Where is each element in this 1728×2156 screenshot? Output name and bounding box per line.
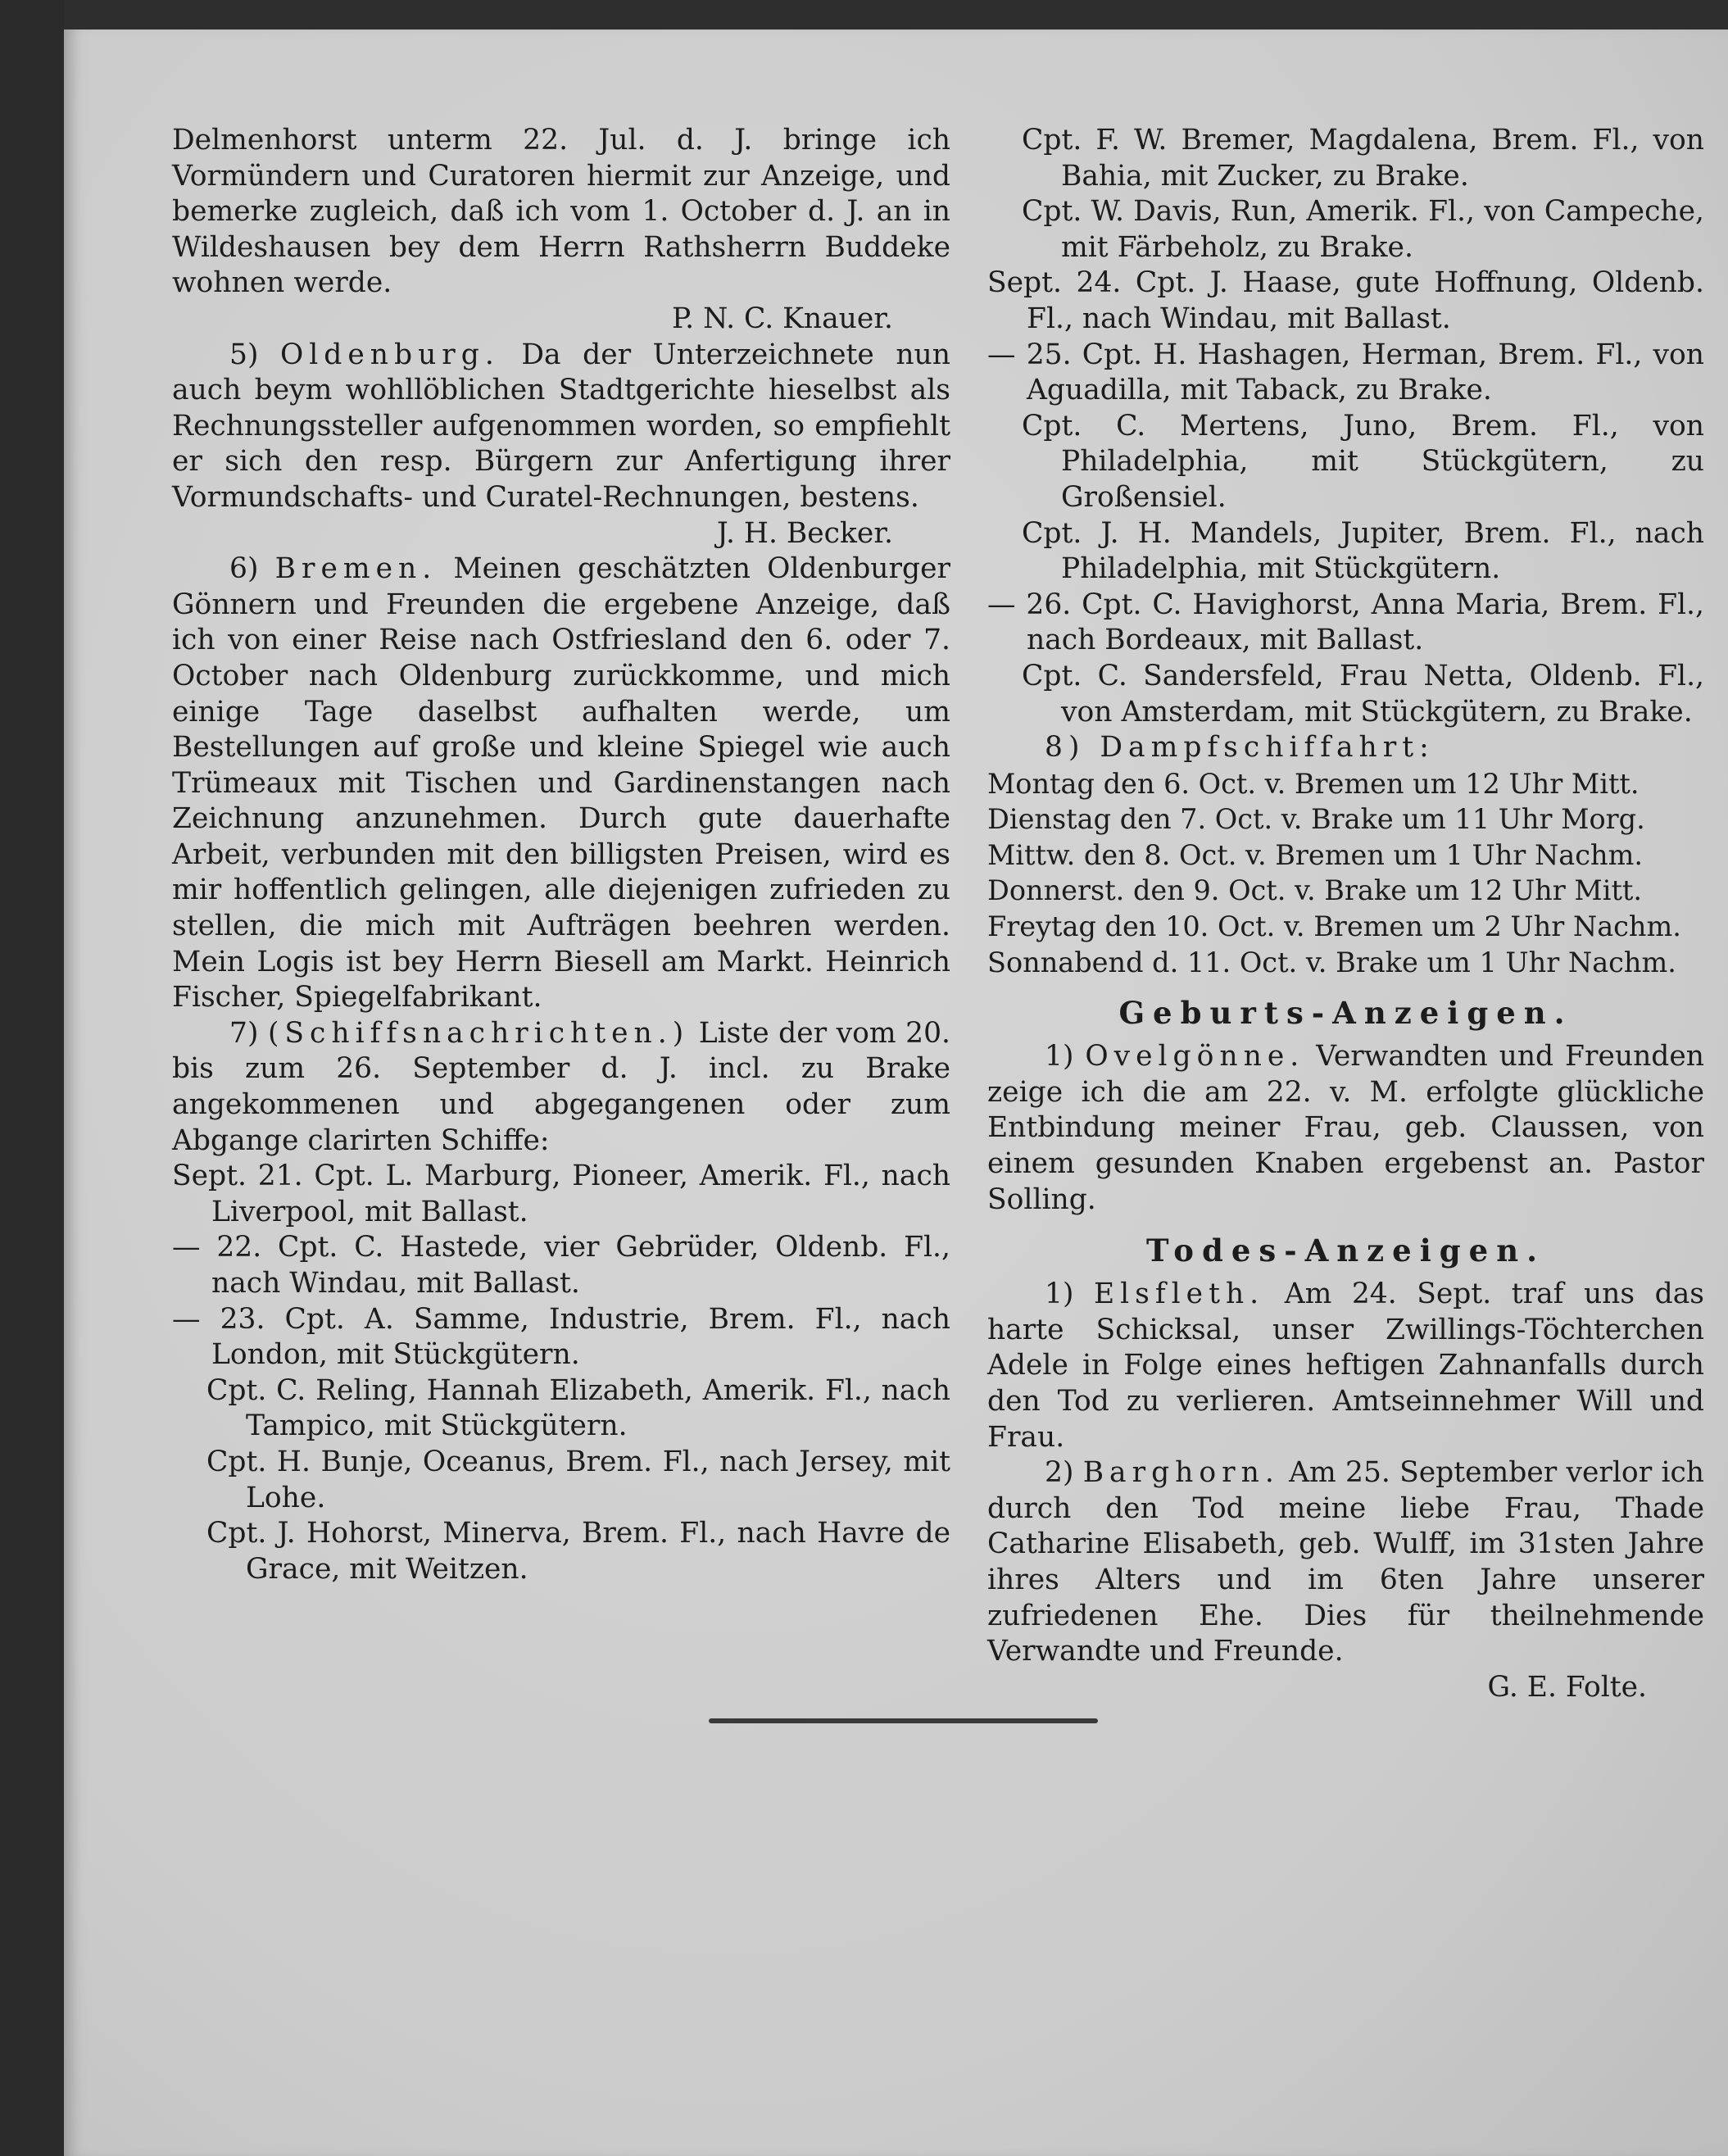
- notice-knauer: Delmenhorst unterm 22. Jul. d. J. bringe ich Vormündern und Curatoren hiermit zur Anzeige, und bemerke zugleich, daß ich vom 1. October d. J. an in Wildeshausen bey dem Herrn Rathsherrn Buddeke wohnen werde.: [172, 124, 950, 300]
- notice-number: 1): [1045, 1040, 1074, 1073]
- notice-text: Am 24. Sept. traf uns das harte Schicksal, unser Zwillings-Töchterchen Adele in Folge eines heftigen Zahnanfalls durch den Tod zu verlieren.: [987, 1278, 1704, 1418]
- ship-entry: — 22. Cpt. C. Hastede, vier Gebrüder, Oldenb. Fl., nach Windau, mit Ballast.: [172, 1231, 950, 1300]
- ship-entry: Cpt. C. Reling, Hannah Elizabeth, Amerik. Fl., nach Tampico, mit Stückgütern.: [206, 1373, 950, 1443]
- steam-ship-title: 8) Dampfschiffahrt:: [1045, 731, 1435, 765]
- place-barghorn: Barghorn.: [1082, 1456, 1280, 1490]
- signature-knauer: P. N. C. Knauer.: [671, 302, 893, 335]
- notice-ship-news: [172, 1016, 950, 1159]
- ship-entry: Cpt. H. Bunje, Oceanus, Brem. Fl., nach Jersey, mit Lohe.: [206, 1445, 950, 1514]
- notice-text: Meinen geschätzten Oldenburger Gönnern und Freunden die ergebene Anzeige, daß ich von einer Reise nach Ostfriesland den 6. oder 7. October nach Oldenburg zurückkomme, und mich einige Tage daselbst aufhalten werde, um Bestellungen auf große und kleine Spiegel wie auch Trümeaux mit Tischen und Gardinenstangen nach Zeichnung anzunehmen. Durch gute dauerhafte Arbeit, verbunden mit den billigsten Preisen, wird es mir hoffentlich gelingen, alle diejenigen zufrieden zu stellen, die mich mit Aufträgen beehren werden. Mein Logis ist bey Herrn Biesell am Markt.: [172, 552, 951, 978]
- signature-folte: G. E. Folte.: [1487, 1670, 1647, 1704]
- death-notice-barghorn: [987, 1455, 1704, 1670]
- steam-schedule-row: Freytag den 10. Oct. v. Bremen um 2 Uhr Nachm.: [987, 910, 1681, 943]
- signature-becker: J. H. Becker.: [716, 516, 893, 550]
- notice-number: 2): [1045, 1456, 1074, 1490]
- ship-entry: Cpt. C. Mertens, Juno, Brem. Fl., von Philadelphia, mit Stückgütern, zu Großensiel.: [1022, 409, 1704, 514]
- signature-will: Amtseinnehmer Will und Frau.: [987, 1385, 1705, 1454]
- ship-entry: Sept. 24. Cpt. J. Haase, gute Hoffnung, Oldenb. Fl., nach Windau, mit Ballast.: [987, 266, 1704, 335]
- signature-fischer: Heinrich Fischer, Spiegelfabrikant.: [172, 945, 950, 1014]
- ship-entry: Cpt. J. Hohorst, Minerva, Brem. Fl., nach Havre de Grace, mit Weitzen.: [206, 1517, 950, 1586]
- ship-entry: Cpt. F. W. Bremer, Magdalena, Brem. Fl., von Bahia, mit Zucker, zu Brake.: [1022, 124, 1704, 193]
- place-elsfleth: Elsfleth.: [1093, 1278, 1265, 1311]
- notice-number: 1): [1045, 1278, 1074, 1311]
- end-rule: [709, 1718, 1098, 1723]
- steam-schedule-row: Sonnabend d. 11. Oct. v. Brake um 1 Uhr Nachm.: [987, 946, 1676, 978]
- steam-schedule-row: Montag den 6. Oct. v. Bremen um 12 Uhr Mitt.: [987, 767, 1640, 800]
- death-notice-elsfleth: [987, 1277, 1704, 1455]
- ship-entry: — 25. Cpt. H. Hashagen, Herman, Brem. Fl., von Aguadilla, mit Taback, zu Brake.: [987, 338, 1704, 407]
- notice-number: 5): [229, 338, 259, 371]
- ship-entry: Cpt. J. H. Mandels, Jupiter, Brem. Fl., nach Philadelphia, mit Stückgütern.: [1022, 516, 1704, 586]
- notice-bremen: [172, 551, 950, 1016]
- death-announcements-heading: Todes-Anzeigen.: [1146, 1232, 1545, 1269]
- ship-entry: Sept. 21. Cpt. L. Marburg, Pioneer, Amerik. Fl., nach Liverpool, mit Ballast.: [172, 1160, 950, 1228]
- ship-entry: — 23. Cpt. A. Samme, Industrie, Brem. Fl., nach London, mit Stückgütern.: [172, 1302, 950, 1372]
- notice-text: Liste der vom 20. bis zum 26. September d. J. incl. zu Brake angekommenen und abgegangenen oder zum Abgange clarirten Schiffe:: [172, 1016, 950, 1157]
- notice-text: Verwandten und Freunden zeige ich die am 22. v. M. erfolgte glückliche Entbindung meiner Frau, geb. Claussen, von einem gesunden Knaben ergebenst an.: [987, 1040, 1705, 1181]
- place-bremen: Bremen.: [274, 552, 438, 586]
- birth-announcements-heading: Geburts-Anzeigen.: [1118, 995, 1573, 1032]
- scan-border-left: [0, 0, 64, 2156]
- notice-number: 6): [229, 552, 259, 586]
- ship-entry: — 26. Cpt. C. Havighorst, Anna Maria, Brem. Fl., nach Bordeaux, mit Ballast.: [987, 588, 1704, 657]
- ship-entry: Cpt. C. Sandersfeld, Frau Netta, Oldenb. Fl., von Amsterdam, mit Stückgütern, zu Brake.: [1022, 659, 1704, 729]
- signature-solling: Pastor Solling.: [987, 1147, 1705, 1216]
- birth-notice: [987, 1039, 1704, 1218]
- place-oldenburg: Oldenburg.: [279, 338, 500, 371]
- steam-schedule-row: Donnerst. den 9. Oct. v. Brake um 12 Uhr Mitt.: [987, 874, 1643, 907]
- notice-oldenburg: [172, 338, 950, 516]
- ship-entry: Cpt. W. Davis, Run, Amerik. Fl., von Campeche, mit Färbeholz, zu Brake.: [1022, 195, 1704, 264]
- place-ovelgoenne: Ovelgönne.: [1085, 1040, 1305, 1073]
- left-column: [172, 123, 950, 1587]
- scan-border-top: [0, 0, 1728, 30]
- steam-schedule-row: Mittw. den 8. Oct. v. Bremen um 1 Uhr Nachm.: [987, 838, 1644, 871]
- ship-news-title: (Schiffsnachrichten.): [267, 1016, 690, 1050]
- notice-number: 7): [229, 1016, 259, 1050]
- notice-text: Am 25. September verlor ich durch den Tod meine liebe Frau, Thade Catharine Elisabeth, geb. Wulff, im 31sten Jahre ihres Alters und im 6ten Jahre unserer zufriedenen Ehe. Dies für theilnehmende Verwandte und Freunde.: [987, 1456, 1705, 1668]
- notice-text: Da der Unterzeichnete nun auch beym wohllöblichen Stadtgerichte hieselbst als Rechnungssteller aufgenommen worden, so empfiehlt er sich den resp. Bürgern zur Anfertigung ihrer Vormundschafts- und Curatel-Rechnungen, bestens.: [172, 338, 950, 514]
- steam-schedule-row: Dienstag den 7. Oct. v. Brake um 11 Uhr Morg.: [987, 803, 1645, 836]
- right-column: [987, 123, 1704, 1705]
